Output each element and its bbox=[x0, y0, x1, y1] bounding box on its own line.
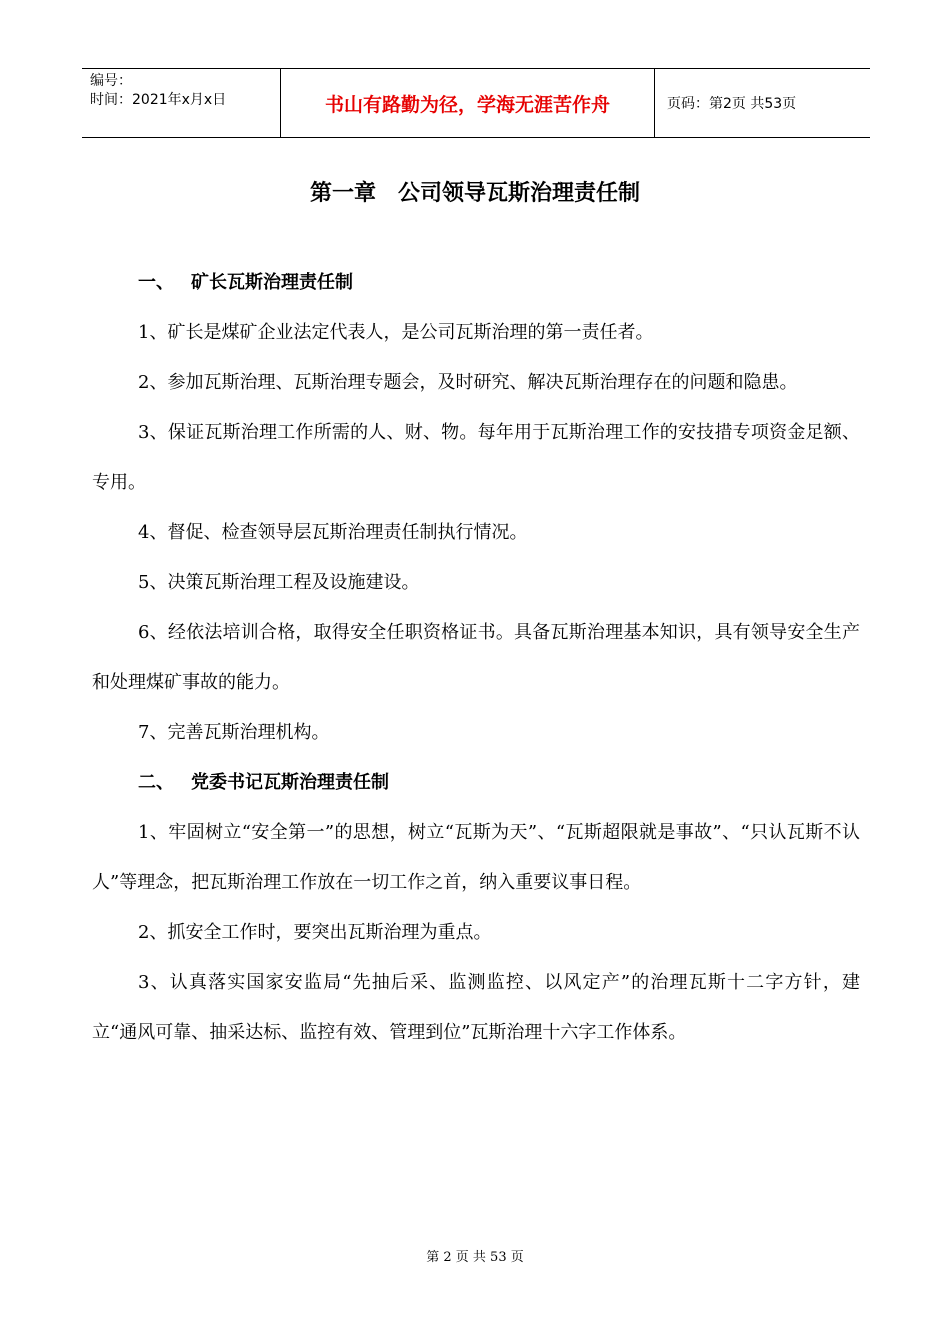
paragraph: 5、决策瓦斯治理工程及设施建设。 bbox=[138, 572, 420, 593]
document-date: 时间：2021年x月x日 bbox=[90, 92, 227, 108]
paragraph: 6、经依法培训合格，取得安全任职资格证书。具备瓦斯治理基本知识，具有领导安全生产和处理煤矿事故的能力。 bbox=[92, 622, 860, 693]
chapter-title: 第一章 公司领导瓦斯治理责任制 bbox=[309, 181, 640, 206]
header-meta bbox=[82, 69, 281, 137]
section-heading bbox=[92, 258, 860, 308]
paragraph: 1、矿长是煤矿企业法定代表人，是公司瓦斯治理的第一责任者。 bbox=[138, 322, 654, 343]
document-body bbox=[92, 258, 860, 1058]
section-title: 矿长瓦斯治理责任制 bbox=[191, 272, 353, 293]
paragraph: 7、完善瓦斯治理机构。 bbox=[138, 722, 330, 743]
page-footer: 第 2 页 共 53 页 bbox=[426, 1250, 524, 1265]
paragraph: 3、认真落实国家安监局“先抽后采、监测监控、以风定产”的治理瓦斯十二字方针，建立“通风可靠、抽采达标、监控有效、管理到位”瓦斯治理十六字工作体系。 bbox=[92, 972, 860, 1043]
section-title: 党委书记瓦斯治理责任制 bbox=[191, 772, 389, 793]
paragraph: 2、抓安全工作时，要突出瓦斯治理为重点。 bbox=[138, 922, 492, 943]
header-page-info: 页码：第2页 共53页 bbox=[667, 96, 797, 112]
document-number-label: 编号： bbox=[90, 73, 132, 89]
paragraph: 1、牢固树立“安全第一”的思想，树立“瓦斯为天”、“瓦斯超限就是事故”、“只认瓦斯不认人”等理念，把瓦斯治理工作放在一切工作之首，纳入重要议事日程。 bbox=[92, 822, 860, 893]
section-number: 一、 bbox=[138, 272, 174, 293]
section-heading bbox=[92, 758, 860, 808]
page-header bbox=[82, 68, 870, 138]
header-motto: 书山有路勤为径，学海无涯苦作舟 bbox=[281, 69, 655, 137]
paragraph: 2、参加瓦斯治理、瓦斯治理专题会，及时研究、解决瓦斯治理存在的问题和隐患。 bbox=[138, 372, 798, 393]
paragraph: 4、督促、检查领导层瓦斯治理责任制执行情况。 bbox=[138, 522, 528, 543]
paragraph: 3、保证瓦斯治理工作所需的人、财、物。每年用于瓦斯治理工作的安技措专项资金足额、专用。 bbox=[92, 422, 860, 493]
section-number: 二、 bbox=[138, 772, 174, 793]
